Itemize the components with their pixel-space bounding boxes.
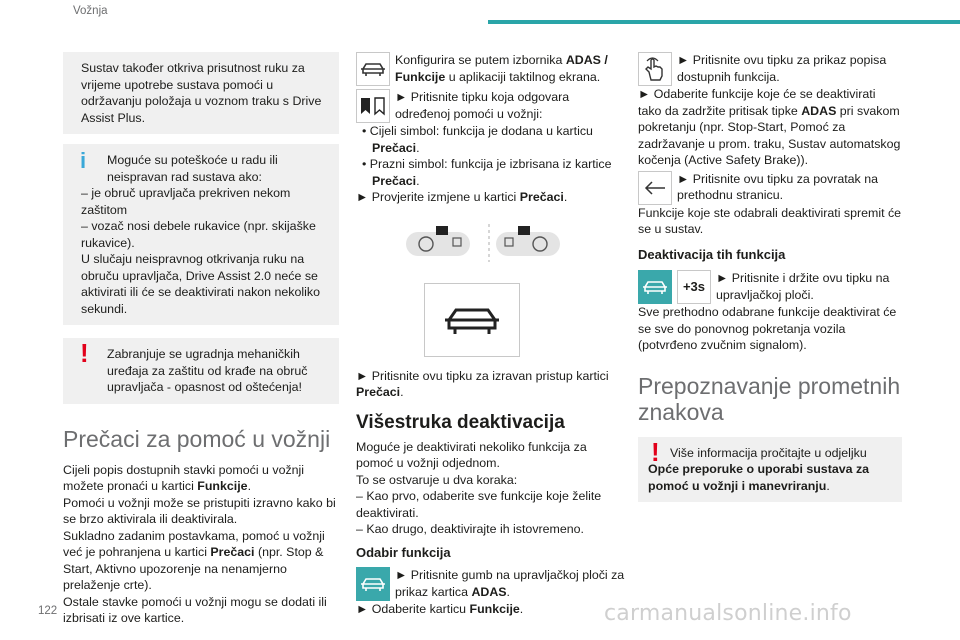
info-list-item: – je obruč upravljača prekriven nekom zaštitom	[81, 186, 291, 217]
paragraph: Pomoći u vožnji može se pristupiti izravno kako bi se brzo aktivirala ili deaktivirala.	[63, 495, 336, 526]
info-text: U slučaju neispravnog otkrivanja ruku na obruču upravljača, Drive Assist 2.0 neće se aktivirati ili će se deaktivirati nakon nekoliko sekundi.	[81, 252, 320, 316]
paragraph: Sukladno zadanim postavkama, pomoć u vožnji već je pohranjena u kartici Prečaci (npr. Stop & Start, Aktivno upozorenje na nenamjerno prelaženje crte).	[63, 528, 325, 592]
paragraph: Moguće je deaktivirati nekoliko funkcija za pomoć u vožnji odjednom.	[356, 439, 587, 470]
page-number: 122	[38, 605, 58, 617]
steering-wheel-left-icon	[406, 226, 470, 256]
watermark: carmanualsonline.info	[604, 601, 852, 626]
bullet-empty: • Prazni simbol: funkcija je izbrisana iz kartice Prečaci.	[362, 157, 612, 188]
hold-row	[638, 270, 902, 304]
step-text: ► Pritisnite gumb na upravljačkoj ploči za prikaz kartica ADAS.	[395, 568, 625, 599]
car-icon-button[interactable]	[356, 52, 390, 86]
info-note	[63, 144, 339, 325]
check-text: ► Provjerite izmjene u kartici Prečaci.	[356, 190, 568, 204]
step-text: ► Odaberite funkcije koje će se deaktivirati tako da zadržite pritisak tipke ADAS pri svakom pokretanju (npr. Stop-Start, Pomoć za zadržavanje u prom. traku, Sustav automatskog kočenja (Active Safety Brake)).	[638, 87, 901, 167]
column-3	[638, 52, 902, 502]
subheading: Odabir funkcija	[356, 544, 451, 560]
bookmark-icon	[356, 89, 390, 123]
step-text: ► Pritisnite ovu tipku za povratak na prethodnu stranicu.	[677, 171, 878, 202]
column-1	[63, 52, 339, 627]
list-item: – Kao prvo, odaberite sve funkcije koje želite deaktivirati.	[356, 489, 602, 520]
step-text: ► Pritisnite ovu tipku za prikaz popisa dostupnih funkcija.	[677, 53, 887, 84]
step-text: ► Odaberite karticu Funkcije.	[356, 602, 524, 616]
warning-note	[63, 338, 339, 404]
warning-icon: !	[80, 338, 89, 368]
note-hand-detection	[63, 52, 339, 134]
car-teal-button[interactable]	[356, 567, 390, 601]
header-title: Vožnja	[73, 5, 108, 17]
step-row	[638, 171, 902, 205]
back-arrow-icon[interactable]	[638, 171, 672, 205]
info-text: Moguće su poteškoće u radu ili neispravan rad sustava ako:	[107, 153, 278, 184]
paragraph: Funkcije koje ste odabrali deaktivirati spremit će se u sustav.	[638, 205, 902, 236]
list-item: – Kao drugo, deaktivirajte ih istovremeno.	[356, 522, 584, 536]
paragraph: Ostale stavke pomoći u vožnji mogu se dodati ili izbrisati iz ove kartice.	[63, 594, 327, 625]
hold-text: ► Pritisnite i držite ovu tipku na upravljačkoj ploči.	[716, 271, 890, 302]
section-heading: Prepoznavanje prometnih znakova	[638, 372, 901, 425]
config-row	[356, 52, 626, 86]
config-text: Konfigurira se putem izbornika ADAS / Funkcije u aplikaciji taktilnog ekrana.	[395, 53, 608, 84]
header-rule	[488, 20, 960, 24]
paragraph: Cijeli popis dostupnih stavki pomoći u vožnji možete pronaći u kartici Funkcije.	[63, 462, 305, 493]
warning-note	[638, 437, 902, 503]
info-icon: i	[80, 148, 87, 173]
steering-wheel-illustration	[356, 220, 626, 264]
car-large-button[interactable]	[424, 283, 520, 357]
info-list-item: – vozač nosi debele rukavice (npr. skijaške rukavice).	[81, 219, 316, 250]
warning-icon: !	[651, 436, 660, 467]
warning-text: Zabranjuje se ugradnja mehaničkih uređaja za zaštitu od krađe na obruč upravljača - opasnost od oštećenja!	[107, 347, 308, 394]
hand-press-icon[interactable]	[638, 52, 672, 86]
column-2	[356, 52, 626, 618]
section-heading: Prečaci za pomoć u vožnji	[63, 425, 331, 452]
section-body	[356, 439, 626, 538]
bookmark-row	[356, 89, 626, 123]
paragraph: Sve prethodno odabrane funkcije deaktivirat će se sve do ponovnog pokretanja vozila (potvrđeno zvučnim signalom).	[638, 305, 897, 352]
step-row	[356, 567, 626, 601]
hold-3s-badge: +3s	[677, 270, 711, 304]
section-heading: Višestruka deaktivacija	[356, 411, 565, 433]
warning-text: Više informacija pročitajte u odjeljku Opće preporuke o uporabi sustava za pomoć u vožnji i manevriranju.	[648, 445, 870, 493]
car-teal-button[interactable]	[638, 270, 672, 304]
direct-text: ► Pritisnite ovu tipku za izravan pristup kartici Prečaci.	[356, 368, 609, 399]
note-text: Sustav također otkriva prisutnost ruku za vrijeme upotrebe sustava pomoći u održavanju položaja u voznom traku s Drive Assist Plus.	[81, 61, 322, 125]
subheading: Deaktivacija tih funkcija	[638, 246, 786, 262]
section-body	[63, 462, 339, 627]
paragraph: To se ostvaruje u dva koraka:	[356, 472, 518, 487]
steering-wheel-right-icon	[496, 226, 560, 256]
step-row	[638, 52, 902, 86]
press-text: ► Pritisnite tipku koja odgovara određenoj pomoći u vožnji:	[395, 90, 570, 121]
bullet-full: • Cijeli simbol: funkcija je dodana u karticu Prečaci.	[362, 124, 593, 155]
